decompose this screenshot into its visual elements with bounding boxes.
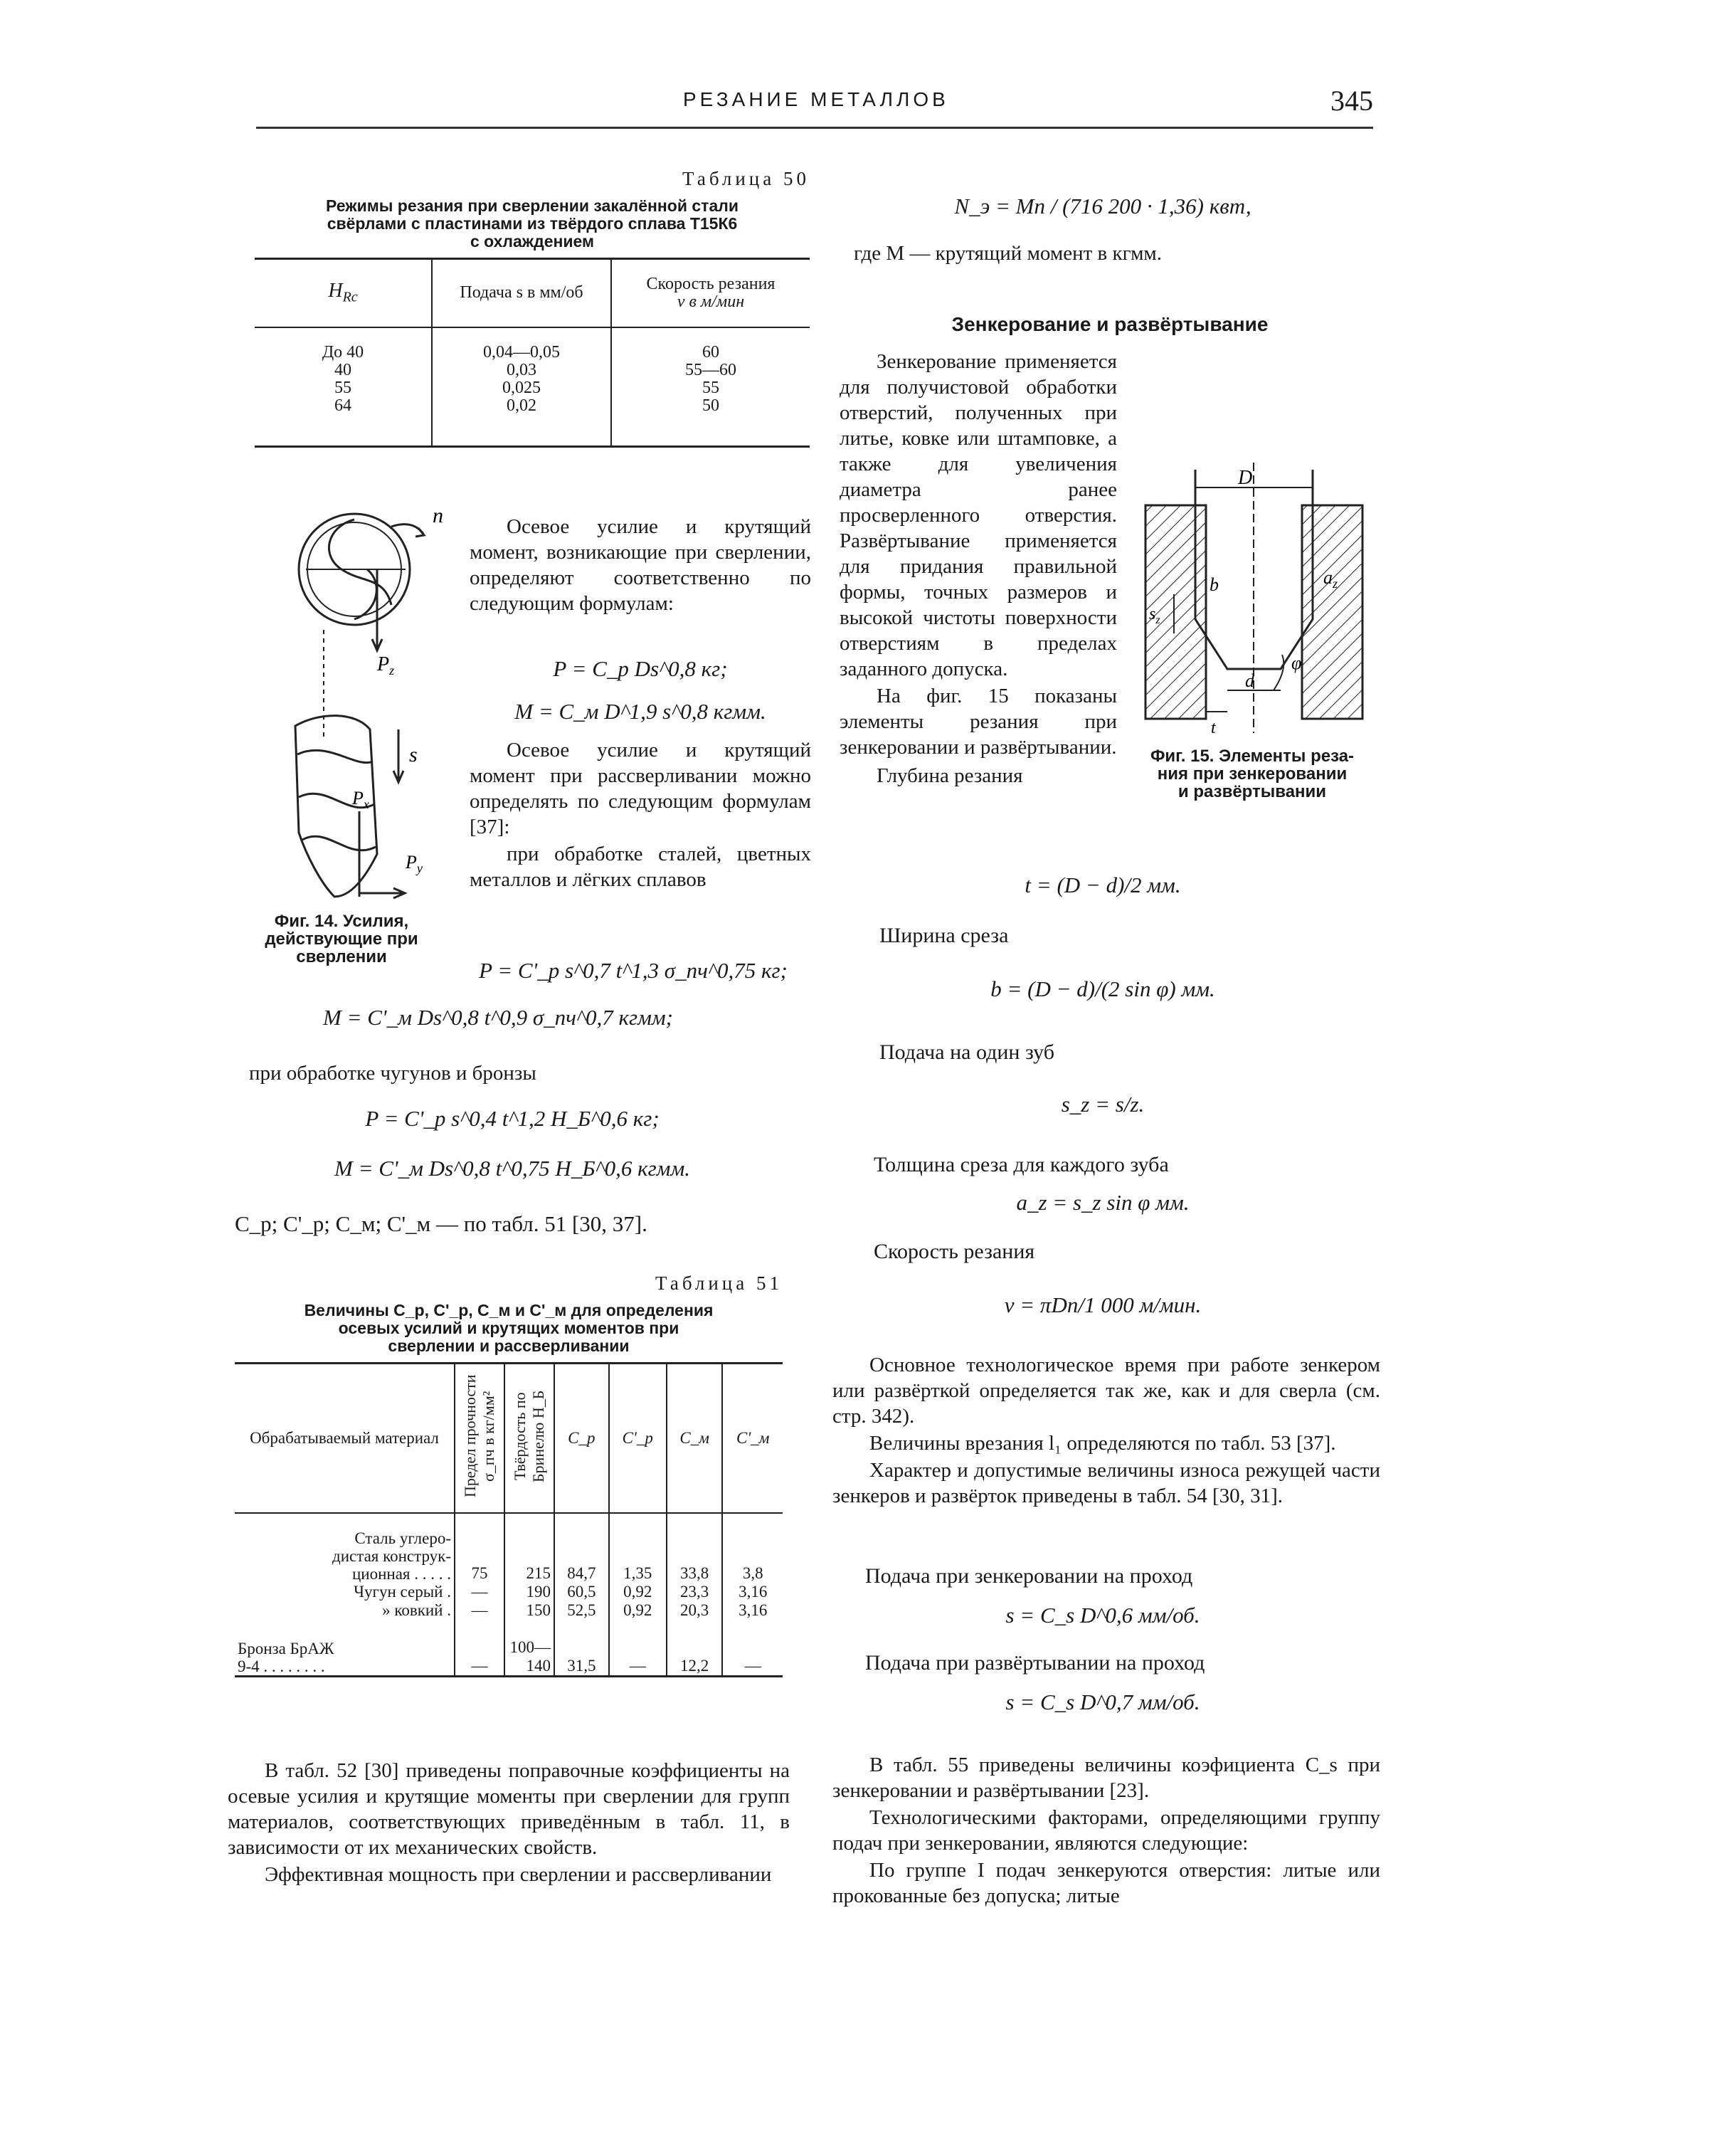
table-cell: 150: [504, 1601, 554, 1620]
paragraph: Глубина резания: [877, 764, 1023, 787]
table51-header-hb: Твёрдость по Бринелю H_Б: [504, 1364, 554, 1513]
right-bottom-text: [832, 1352, 1380, 1509]
formula-p: P = C_p Ds^0,8 кг;: [553, 656, 728, 681]
table-cell: 52,5: [554, 1601, 609, 1620]
table50-caption-line: с охлаждением: [470, 232, 595, 251]
table-cell: 100—140: [504, 1620, 554, 1677]
left-text-beside-fig: [470, 514, 811, 616]
label-b: b: [1210, 574, 1219, 595]
table-cell: 0,92: [609, 1583, 667, 1601]
table-row: [235, 1601, 783, 1620]
table-cell: 60,5: [554, 1583, 609, 1601]
feed-zenk-formula: s = C_s D^0,6 мм/об.: [1005, 1603, 1200, 1628]
speed-label: Скорость резания: [874, 1240, 1035, 1263]
power-where: где M — крутящий момент в кгмм.: [854, 242, 1163, 265]
label-px: $P_x$: [352, 788, 369, 811]
header-rule: [256, 127, 1373, 129]
table50-grid: [255, 258, 810, 448]
feed-formula: s_z = s/z.: [1061, 1092, 1145, 1117]
label-py: $P_y$: [406, 852, 423, 875]
table-cell: —: [609, 1620, 667, 1677]
left-bottom-text: [228, 1758, 790, 1887]
table50-header-speed: Скорость резания v в м/мин: [611, 259, 810, 327]
thick-formula: a_z = s_z sin φ мм.: [1016, 1190, 1190, 1215]
right-final-text: [832, 1752, 1380, 1909]
table-cell: Бронза БрАЖ 9-4 . . . . . . . .: [238, 1640, 334, 1675]
table-cell: 31,5: [554, 1620, 609, 1677]
paragraph: Осевое усилие и крутящий момент, возникающие при сверлении, определяют соответственно по следующим формулам:: [470, 515, 811, 615]
fig14-drill-forces: [270, 498, 455, 925]
paragraph: В табл. 52 [30] приведены поправочные коэффициенты на осевые усилия и крутящие моменты при сверлении для групп материалов, соответствующих приведённым в табл. 11, в зависимости от их механических свойств.: [228, 1759, 790, 1859]
table-cell: —: [722, 1620, 783, 1677]
table50-number: Таблица 50: [682, 168, 810, 189]
table-cell: 23,3: [667, 1583, 723, 1601]
formula-m2: M = C'_м Ds^0,8 t^0,9 σ_пч^0,7 кгмм;: [323, 1005, 673, 1030]
table51: [235, 1272, 783, 1677]
running-head: [256, 84, 1373, 127]
table51-caption-line: сверлении и рассверливании: [388, 1337, 630, 1355]
fig15-zenker-elements: [1131, 455, 1373, 754]
table-cell: До 40: [322, 342, 364, 362]
formula-p2: P = C'_p s^0,7 t^1,3 σ_пч^0,75 кг;: [479, 958, 788, 983]
paragraph: Осевое усилие и крутящий момент при рассверливании можно определять по следующим формулам [37]:: [470, 739, 811, 838]
table-cell: Чугун серый .: [354, 1582, 451, 1601]
table51-caption-line: осевых усилий и крутящих моментов при: [338, 1319, 679, 1337]
table-cell: 40: [334, 360, 351, 379]
depth-formula: t = (D − d)/2 мм.: [1025, 873, 1181, 897]
section-title: Зенкерование и развёртывание: [951, 313, 1269, 335]
table-cell: 55: [334, 378, 351, 397]
workpiece-right: [1302, 505, 1362, 719]
table-cell: 75: [455, 1513, 504, 1583]
table-cell: 0,04—0,05: [483, 342, 560, 362]
table-cell: 3,16: [722, 1601, 783, 1620]
table-cell: 0,92: [609, 1601, 667, 1620]
paragraph: По группе I подач зенкеруются отверстия: литые или прокованные без допуска; литые: [832, 1859, 1380, 1907]
table-cell: Сталь углеро- дистая конструк- ционная . . . . .: [332, 1529, 451, 1583]
feed-zenk-label: Подача при зенкеровании на проход: [865, 1564, 1193, 1588]
label-s: s: [409, 743, 418, 766]
coef-ref: C_p; C'_p; C_м; C'_м — по табл. 51 [30, 37].: [235, 1211, 647, 1236]
paragraph: В табл. 55 приведены величины коэфициента C_s при зенкеровании и развёртывании [23].: [832, 1754, 1380, 1802]
table-cell: 0,03: [507, 360, 536, 379]
table-cell: 190: [504, 1583, 554, 1601]
table-cell: 50: [702, 396, 719, 415]
label-phi: φ: [1291, 653, 1302, 673]
table51-header-material: Обрабатываемый материал: [250, 1428, 439, 1447]
drill-flute-curve: [329, 520, 391, 605]
table-cell: 12,2: [667, 1620, 723, 1677]
table50-col-hrc: [255, 327, 432, 447]
label-t: t: [1211, 719, 1216, 737]
table50-header-hrc: $H_{Rc}$: [328, 280, 358, 306]
table50-col-speed: [611, 327, 810, 447]
paragraph: Эффективная мощность при сверлении и рассверливании: [265, 1863, 772, 1886]
table-cell: 64: [334, 396, 351, 415]
formula-m: M = C_м D^1,9 s^0,8 кгмм.: [514, 699, 766, 724]
table-row: [235, 1620, 783, 1677]
table-cell: 84,7: [554, 1513, 609, 1583]
width-label: Ширина среза: [879, 924, 1009, 947]
thick-label: Толщина среза для каждого зуба: [874, 1153, 1169, 1176]
paragraph: Зенкерование применяется для получистовой обработки отверстий, полученных при литье, ковке или штамповке, а также для увеличения диаметра ранее просверленного отверстия. Развёртывание применяется для придания правильной формы, точных размеров и высокой чистоты поверхности отверстиям в пределах заданного допуска.: [840, 350, 1117, 680]
table-cell: 1,35: [609, 1513, 667, 1583]
paragraph: На фиг. 15 показаны элементы резания при зенкеровании и развёртывании.: [840, 685, 1117, 759]
power-formula: N_э = Mn / (716 200 · 1,36) квт,: [954, 194, 1251, 218]
label-d: d: [1245, 670, 1254, 691]
table-cell: 215: [504, 1513, 554, 1583]
table-cell: 55—60: [685, 360, 736, 379]
left-text-ream: [470, 737, 811, 892]
width-formula: b = (D − d)/(2 sin φ) мм.: [990, 976, 1215, 1001]
angle-phi: [1274, 655, 1284, 690]
label-n: n: [433, 504, 443, 527]
paragraph: Технологическими факторами, определяющими группу подач при зенкеровании, являются следующие:: [832, 1806, 1380, 1855]
table-cell: —: [455, 1620, 504, 1677]
table-cell: —: [455, 1583, 504, 1601]
table-cell: 60: [702, 342, 719, 362]
feed-razv-formula: s = C_s D^0,7 мм/об.: [1005, 1689, 1200, 1714]
table-cell: 0,02: [507, 396, 536, 415]
feed-label: Подача на один зуб: [879, 1040, 1055, 1064]
page-number: 345: [1330, 85, 1373, 117]
fig15-caption: Фиг. 15. Элементы реза- ния при зенкеровании и развёртывании: [1150, 747, 1355, 801]
table-cell: 3,8: [722, 1513, 783, 1583]
table51-header-cm2: C'_м: [722, 1364, 783, 1513]
table51-grid: [235, 1362, 783, 1677]
feed-razv-label: Подача при развёртывании на проход: [865, 1651, 1205, 1675]
table-cell: 33,8: [667, 1513, 723, 1583]
table51-number: Таблица 51: [655, 1272, 783, 1294]
table50-caption-line: свёрлами с пластинами из твёрдого сплава Т15К6: [327, 214, 738, 233]
label-sz: $s_z$: [1149, 605, 1160, 626]
table-row: [235, 1513, 783, 1583]
paragraph: Основное технологическое время при работе зенкером или развёрткой определяется так же, как и для сверла (см. стр. 342).: [832, 1354, 1380, 1428]
table-cell: —: [455, 1601, 504, 1620]
paragraph: Величины врезания l₁ определяются по табл. 53 [37].: [869, 1432, 1336, 1455]
cast-intro: при обработке чугунов и бронзы: [249, 1062, 536, 1085]
table51-caption-line: Величины C_p, C'_p, C_м и C'_м для определения: [304, 1301, 714, 1319]
fig14-caption: Фиг. 14. Усилия, действующие при сверлении: [265, 912, 418, 966]
speed-formula: v = πDn/1 000 м/мин.: [1004, 1292, 1202, 1317]
table51-header-cp2: C'_p: [609, 1364, 667, 1513]
table51-header-strength: Предел прочности σ_пч в кг/мм²: [455, 1364, 504, 1513]
label-pz: $P_z$: [377, 653, 395, 678]
label-D: D: [1238, 467, 1253, 489]
formula-p3: P = C'_p s^0,4 t^1,2 H_Б^0,6 кг;: [365, 1106, 660, 1131]
table50-header-feed: Подача s в мм/об: [432, 259, 611, 327]
table-cell: 20,3: [667, 1601, 723, 1620]
label-az: $a_z$: [1323, 567, 1338, 591]
table-row: [235, 1583, 783, 1601]
table50-col-feed: [432, 327, 611, 447]
table-cell: » ковкий .: [382, 1601, 451, 1619]
table-cell: 0,025: [502, 378, 541, 397]
paragraph: Характер и допустимые величины износа режущей части зенкеров и развёрток приведены в табл. 54 [30, 31].: [832, 1459, 1380, 1507]
table51-header-cp: C_p: [554, 1364, 609, 1513]
paragraph: при обработке сталей, цветных металлов и лёгких сплавов: [470, 843, 811, 891]
table50-caption-line: Режимы резания при сверлении закалённой стали: [326, 196, 739, 215]
table50: [255, 168, 810, 448]
table-cell: 3,16: [722, 1583, 783, 1601]
table51-header-cm: C_м: [667, 1364, 723, 1513]
running-head-title: РЕЗАНИЕ МЕТАЛЛОВ: [683, 88, 949, 110]
formula-m3: M = C'_м Ds^0,8 t^0,75 H_Б^0,6 кгмм.: [334, 1156, 690, 1181]
table-cell: 55: [702, 378, 719, 397]
